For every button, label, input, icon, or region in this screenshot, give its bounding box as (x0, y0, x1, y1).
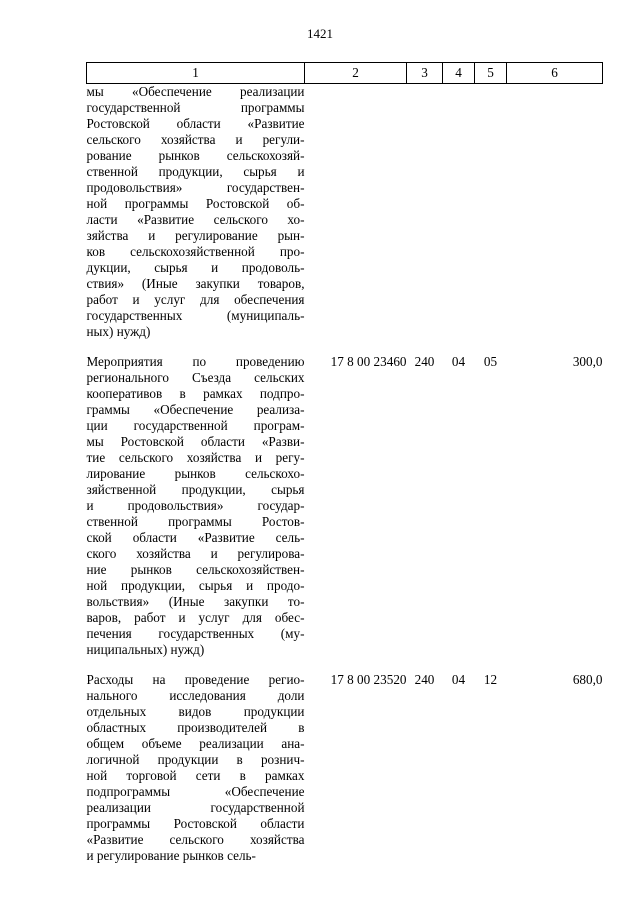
description-line: варов, работ и услуг для обес- (86, 610, 305, 625)
target-code: 17 8 00 23520 (330, 672, 407, 687)
section-code: 04 (451, 672, 466, 687)
table-row (87, 84, 603, 341)
table-row (87, 354, 603, 658)
description-line: государственной программы (86, 100, 305, 115)
description-line: подпрограммы «Обеспечение (86, 784, 305, 799)
target-code: 17 8 00 23460 (330, 354, 407, 369)
subsection-code: 12 (483, 672, 498, 687)
table-header-row (87, 63, 603, 84)
description-line: работ и услуг для обеспечения (86, 292, 305, 307)
description-line: печения государственных (му- (86, 626, 305, 641)
amount (507, 84, 603, 341)
section-code: 04 (451, 354, 466, 369)
description-line: ниципальных) нужд) (86, 642, 205, 657)
budget-table (86, 62, 603, 864)
description-line: программы Ростовской области (86, 816, 305, 831)
column-header-2: 2 (305, 63, 407, 84)
description-line: лирование рынков сельскохо- (86, 466, 305, 481)
description-line: нального исследования доли (86, 688, 305, 703)
subsection-code: 05 (483, 354, 498, 369)
description-line: логичной продукции в рознич- (86, 752, 305, 767)
row-spacer (87, 340, 603, 354)
amount: 680,0 (572, 672, 603, 687)
description-line: Ростовской области «Развитие (86, 116, 305, 131)
table-body (87, 84, 603, 865)
column-header-6: 6 (507, 63, 603, 84)
description-line: зяйства и регулирование рын- (86, 228, 305, 243)
row-description (87, 672, 305, 864)
description-line: регионального Съезда сельских (86, 370, 305, 385)
description-line: общем объеме реализации ана- (86, 736, 305, 751)
description-line: «Развитие сельского хозяйства (86, 832, 305, 847)
column-header-5: 5 (475, 63, 507, 84)
description-line: ственной программы Ростов- (86, 514, 305, 529)
expense-type: 240 (414, 672, 435, 687)
description-line: ной программы Ростовской об- (86, 196, 305, 211)
description-line: продовольствия» государствен- (86, 180, 305, 195)
expense-type: 240 (414, 354, 435, 369)
table-row (87, 672, 603, 864)
section-code (443, 84, 475, 341)
description-line: дукции, сырья и продоволь- (86, 260, 305, 275)
description-line: ствия» (Иные закупки товаров, (86, 276, 305, 291)
row-spacer (87, 658, 603, 672)
description-line: государственных (муниципаль- (86, 308, 305, 323)
description-line: Мероприятия по проведению (86, 354, 305, 369)
expense-type (407, 84, 443, 341)
target-code (305, 84, 407, 341)
description-line: ласти «Развитие сельского хо- (86, 212, 305, 227)
column-header-3: 3 (407, 63, 443, 84)
description-line: ков сельскохозяйственной про- (86, 244, 305, 259)
description-line: сельского хозяйства и регули- (86, 132, 305, 147)
description-line: тие сельского хозяйства и регу- (86, 450, 305, 465)
column-header-4: 4 (443, 63, 475, 84)
description-line: областных производителей в (86, 720, 305, 735)
description-line: кооперативов в рамках подпро- (86, 386, 305, 401)
description-line: и продовольствия» государ- (86, 498, 305, 513)
description-line: ной торговой сети в рамках (86, 768, 305, 783)
description-line: рование рынков сельскохозяй- (86, 148, 305, 163)
description-line: ции государственной програм- (86, 418, 305, 433)
description-line: ной продукции, сырья и продо- (86, 578, 305, 593)
description-line: ние рынков сельскохозяйствен- (86, 562, 305, 577)
subsection-code (475, 84, 507, 341)
description-line: ского хозяйства и регулирова- (86, 546, 305, 561)
row-description (87, 354, 305, 658)
description-line: зяйственной продукции, сырья (86, 482, 305, 497)
description-line: реализации государственной (86, 800, 305, 815)
description-line: вольствия» (Иные закупки то- (86, 594, 305, 609)
amount: 300,0 (572, 354, 603, 369)
description-line: и регулирование рынков сель- (86, 848, 256, 863)
page-number: 1421 (307, 26, 333, 41)
description-line: мы Ростовской области «Разви- (86, 434, 305, 449)
description-line: мы «Обеспечение реализации (86, 84, 305, 99)
description-line: ственной продукции, сырья и (86, 164, 305, 179)
column-header-1: 1 (87, 63, 305, 84)
description-line: граммы «Обеспечение реализа- (86, 402, 305, 417)
description-line: отдельных видов продукции (86, 704, 305, 719)
description-line: ных) нужд) (86, 324, 151, 339)
row-description (87, 84, 305, 341)
description-line: Расходы на проведение регио- (86, 672, 305, 687)
description-line: ской области «Развитие сель- (86, 530, 305, 545)
